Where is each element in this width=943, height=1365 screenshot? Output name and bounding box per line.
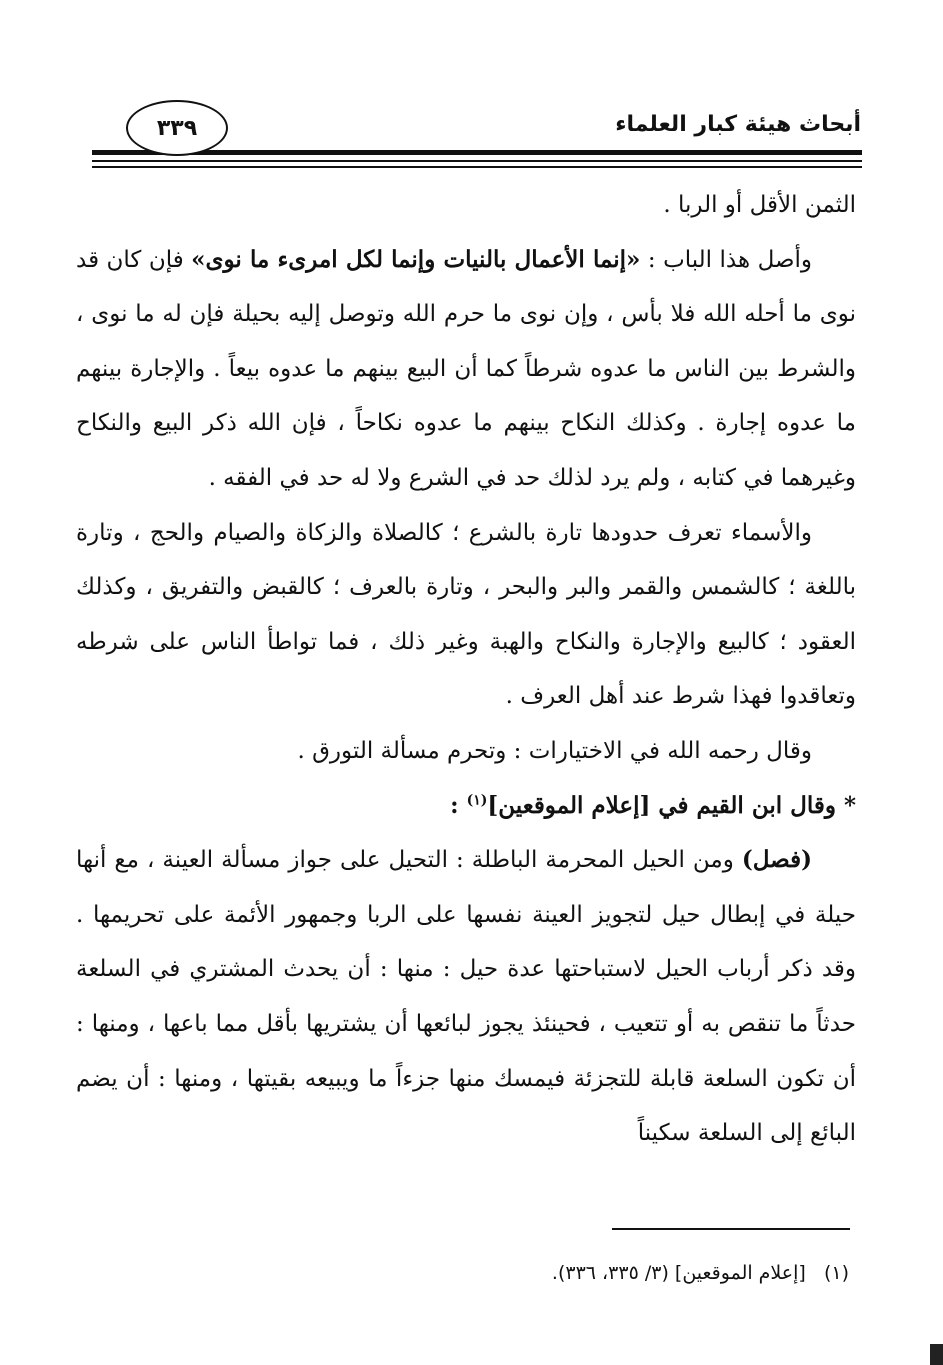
fasl-label: (فصل) (741, 846, 812, 874)
paragraph-1: الثمن الأقل أو الربا . (663, 192, 856, 218)
paragraph-2 (76, 233, 856, 506)
section-heading (76, 779, 856, 834)
paragraph-2-rest: فإن كان قد نوى ما أحله الله فلا بأس ، وإن نوى ما حرم الله وتوصل إليه بحيلة فإن له ما نوى ، والشرط بين الناس ما عدوه شرطاً كما أن البيع بينهم ما عدوه بيعاً . والإجارة بينهم ما عدوه إجارة . وكذلك النكاح بينهم ما عدوه نكاحاً ، فإن الله ذكر البيع والنكاح وغيرهما في كتابه ، ولم يرد لذلك حد في الشرع ولا له حد في الفقه . (76, 246, 856, 491)
header-rule-thick (92, 150, 862, 155)
header-rule-thin (92, 160, 862, 162)
section-heading-colon: : (450, 791, 467, 819)
paragraph-3: والأسماء تعرف حدودها تارة بالشرع ؛ كالصلاة والزكاة والصيام والحج ، وتارة باللغة ؛ كالشمس والقمر والبر والبحر ، وتارة بالعرف ؛ كالقبض والتفريق ، وكذلك العقود ؛ كالبيع والإجارة والنكاح والهبة وغير ذلك ، فما تواطأ الناس على شرطه وتعاقدوا فهذا شرط عند أهل العرف . (76, 519, 856, 710)
footnote-ref: (١) (466, 791, 488, 808)
footnote (552, 1262, 849, 1284)
page-number: ٣٣٩ (126, 100, 228, 156)
running-header-title: أبحاث هيئة كبار العلماء (615, 112, 861, 137)
hadith-quote: «إنما الأعمال بالنيات وإنما لكل امرىء ما نوى» (191, 245, 641, 273)
paragraph-5 (76, 833, 856, 1161)
footnote-number: (١) (823, 1262, 849, 1284)
page-body (76, 178, 856, 1161)
paragraph-5-rest: ومن الحيل المحرمة الباطلة : التحيل على جواز مسألة العينة ، مع أنها حيلة في إبطال حيل لتجويز العينة نفسها على الربا وجمهور الأئمة على تحريمها . وقد ذكر أرباب الحيل لاستباحتها عدة حيل : منها : أن يحدث المشتري في السلعة حدثاً ما تنقص به أو تتعيب ، فحينئذ يجوز لبائعها أن يشتريها بأقل مما باعها ، ومنها : أن تكون السلعة قابلة للتجزئة فيمسك منها جزءاً ما ويبيعه بقيتها ، ومنها : أن يضم البائع إلى السلعة سكيناً (76, 847, 856, 1147)
header-rule-strip (92, 166, 862, 168)
section-heading-text: * وقال ابن القيم في [إعلام الموقعين] (487, 791, 856, 819)
paragraph-2-start: وأصل هذا الباب : (640, 246, 813, 273)
scan-edge-mark (930, 1344, 943, 1365)
footnote-rule (612, 1228, 850, 1230)
paragraph-4: وقال رحمه الله في الاختيارات : وتحرم مسألة التورق . (297, 737, 812, 764)
footnote-text: [إعلام الموقعين] (٣/ ٣٣٥، ٣٣٦). (551, 1262, 806, 1284)
